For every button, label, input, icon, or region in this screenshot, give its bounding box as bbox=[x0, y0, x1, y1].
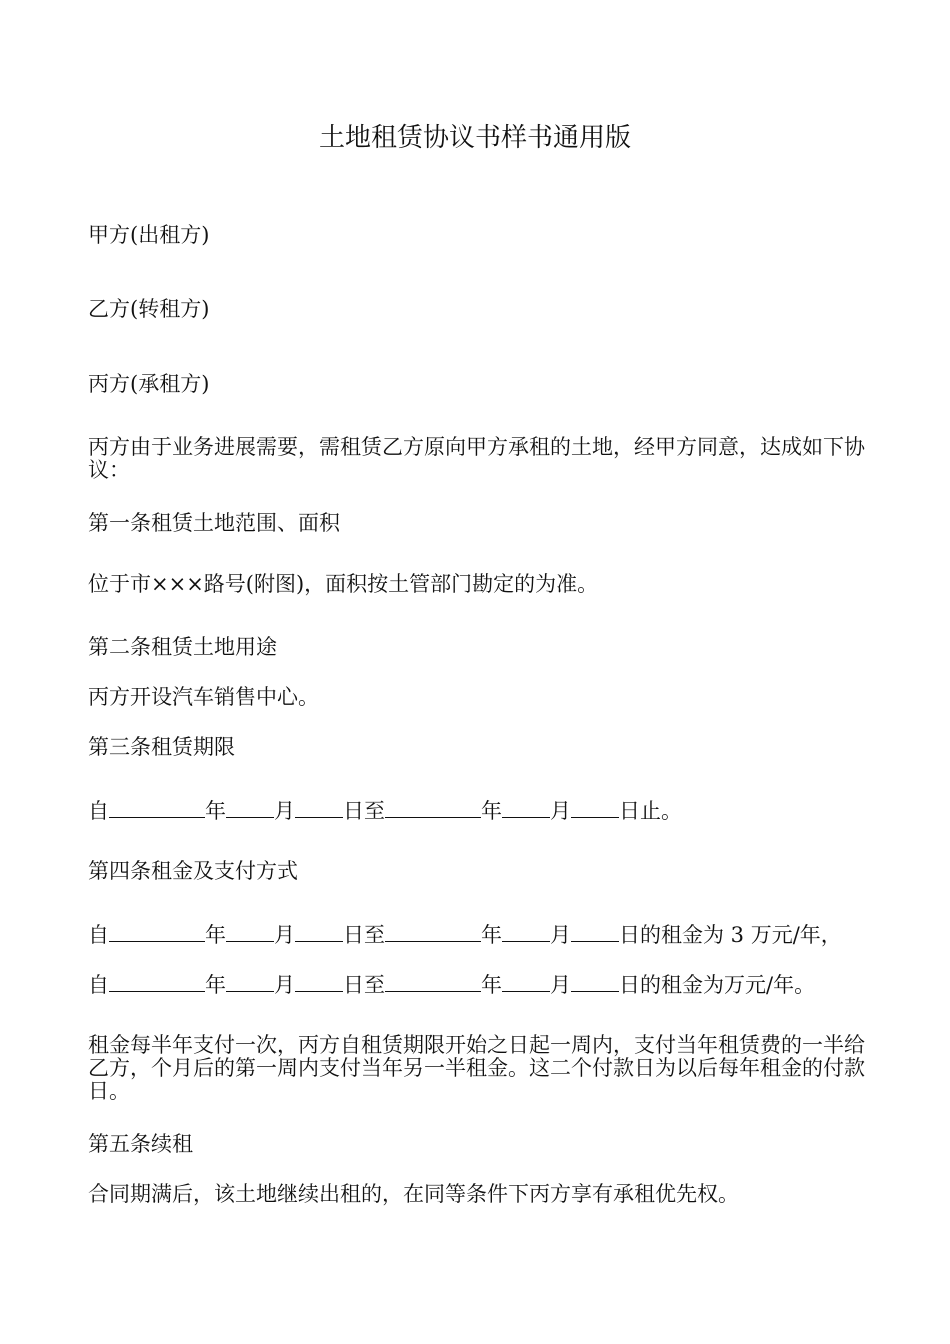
party-b-line: 乙方(转租方) bbox=[88, 297, 210, 321]
end-year-blank[interactable] bbox=[385, 971, 481, 992]
year-label: 年 bbox=[481, 923, 502, 947]
end-year-blank[interactable] bbox=[385, 797, 481, 818]
article-1-title: 第一条租赁土地范围、面积 bbox=[88, 511, 340, 535]
month-label: 月 bbox=[550, 973, 571, 997]
end-day-blank[interactable] bbox=[571, 797, 619, 818]
article-4-title: 第四条租金及支付方式 bbox=[88, 859, 298, 883]
party-c-line: 丙方(承租方) bbox=[88, 372, 210, 396]
end-day-blank[interactable] bbox=[571, 971, 619, 992]
start-day-blank[interactable] bbox=[295, 971, 343, 992]
year-label: 年 bbox=[205, 799, 226, 823]
month-label: 月 bbox=[274, 799, 295, 823]
party-a-line: 甲方(出租方) bbox=[88, 223, 210, 247]
document-title: 土地租赁协议书样书通用版 bbox=[318, 123, 631, 153]
article-4-rent-line-2 bbox=[88, 971, 888, 997]
start-month-blank[interactable] bbox=[226, 797, 274, 818]
article-2-body: 丙方开设汽车销售中心。 bbox=[88, 685, 319, 709]
term-end-label: 日止。 bbox=[619, 799, 682, 823]
end-month-blank[interactable] bbox=[502, 797, 550, 818]
term-from-label: 自 bbox=[88, 973, 109, 997]
article-2-title: 第二条租赁土地用途 bbox=[88, 635, 277, 659]
end-month-blank[interactable] bbox=[502, 921, 550, 942]
day-to-label: 日至 bbox=[343, 799, 385, 823]
start-year-blank[interactable] bbox=[109, 971, 205, 992]
start-year-blank[interactable] bbox=[109, 921, 205, 942]
year-label: 年 bbox=[481, 973, 502, 997]
month-label: 月 bbox=[274, 973, 295, 997]
article-4-rent-line-1 bbox=[88, 921, 888, 947]
end-day-blank[interactable] bbox=[571, 921, 619, 942]
article-5-title: 第五条续租 bbox=[88, 1132, 193, 1156]
start-day-blank[interactable] bbox=[295, 797, 343, 818]
start-month-blank[interactable] bbox=[226, 971, 274, 992]
article-4-body: 租金每半年支付一次，丙方自租赁期限开始之日起一周内，支付当年租赁费的一半给乙方，个月后的第一周内支付当年另一半租金。这二个付款日为以后每年租金的付款日。 bbox=[88, 1033, 865, 1103]
article-3-term-line bbox=[88, 797, 888, 823]
article-5-body: 合同期满后，该土地继续出租的，在同等条件下丙方享有承租优先权。 bbox=[88, 1182, 739, 1206]
year-label: 年 bbox=[205, 973, 226, 997]
year-label: 年 bbox=[481, 799, 502, 823]
month-label: 月 bbox=[550, 923, 571, 947]
year-label: 年 bbox=[205, 923, 226, 947]
article-1-body: 位于市×××路号(附图)，面积按土管部门勘定的为准。 bbox=[88, 572, 599, 596]
term-from-label: 自 bbox=[88, 799, 109, 823]
intro-paragraph: 丙方由于业务进展需要，需租赁乙方原向甲方承租的土地，经甲方同意，达成如下协议： bbox=[88, 435, 865, 482]
month-label: 月 bbox=[274, 923, 295, 947]
rent-amount-label: 日的租金为万元/年。 bbox=[619, 973, 816, 997]
month-label: 月 bbox=[550, 799, 571, 823]
day-to-label: 日至 bbox=[343, 973, 385, 997]
start-month-blank[interactable] bbox=[226, 921, 274, 942]
start-year-blank[interactable] bbox=[109, 797, 205, 818]
rent-amount-label: 日的租金为 3 万元/年， bbox=[619, 923, 842, 947]
end-year-blank[interactable] bbox=[385, 921, 481, 942]
end-month-blank[interactable] bbox=[502, 971, 550, 992]
term-from-label: 自 bbox=[88, 923, 109, 947]
article-3-title: 第三条租赁期限 bbox=[88, 735, 235, 759]
start-day-blank[interactable] bbox=[295, 921, 343, 942]
day-to-label: 日至 bbox=[343, 923, 385, 947]
